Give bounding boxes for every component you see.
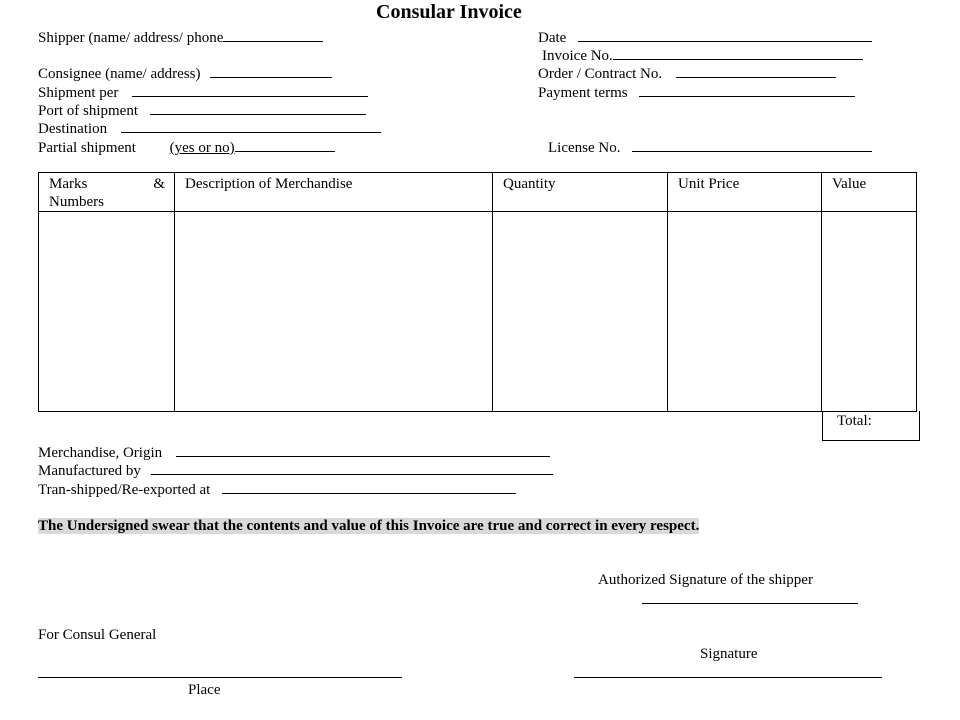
port-field[interactable]: [38, 101, 366, 120]
total-box[interactable]: [822, 411, 920, 441]
payment-terms-label: Payment terms: [538, 85, 628, 101]
consul-signature-line[interactable]: [574, 677, 882, 678]
invoice-no-blank[interactable]: [613, 46, 863, 60]
transhipped-field[interactable]: [38, 480, 516, 499]
license-no-field[interactable]: [548, 138, 872, 157]
total-label: Total:: [837, 413, 872, 429]
col-value: Value: [822, 173, 917, 212]
consignee-field[interactable]: [38, 64, 332, 83]
invoice-no-field[interactable]: [542, 46, 863, 65]
license-no-label: License No.: [548, 140, 621, 156]
col-marks-numbers: [39, 173, 175, 212]
document-title: Consular Invoice: [376, 1, 522, 23]
col-unit-price: Unit Price: [668, 173, 822, 212]
order-no-label: Order / Contract No.: [538, 66, 663, 82]
shipper-signature-label: Authorized Signature of the shipper: [598, 572, 813, 588]
shipper-field[interactable]: [38, 28, 323, 47]
manufactured-blank[interactable]: [151, 461, 553, 475]
cell-unit-price[interactable]: [668, 212, 822, 412]
partial-shipment-field[interactable]: [38, 138, 335, 157]
signature-label: Signature: [700, 646, 758, 662]
shipper-label: Shipper (name/ address/ phone: [38, 30, 224, 46]
manufactured-field[interactable]: [38, 461, 553, 480]
consignee-blank[interactable]: [210, 64, 332, 78]
origin-label: Merchandise, Origin: [38, 445, 163, 461]
shipment-per-field[interactable]: [38, 83, 368, 102]
invoice-no-label: Invoice No.: [542, 48, 613, 64]
payment-terms-field[interactable]: [538, 83, 855, 102]
partial-shipment-blank[interactable]: [235, 138, 335, 152]
col-numbers-label: Numbers: [49, 194, 104, 210]
shipper-blank[interactable]: [223, 28, 323, 42]
cell-quantity[interactable]: [493, 212, 668, 412]
place-label: Place: [188, 682, 221, 698]
destination-blank[interactable]: [121, 119, 381, 133]
order-no-field[interactable]: [538, 64, 836, 83]
col-quantity: Quantity: [493, 173, 668, 212]
cell-value[interactable]: [822, 212, 917, 412]
shipper-signature-line[interactable]: [642, 603, 858, 604]
table-row: [39, 212, 917, 412]
merchandise-table: [38, 172, 917, 412]
shipment-per-label: Shipment per: [38, 85, 119, 101]
manufactured-label: Manufactured by: [38, 463, 141, 479]
cell-marks[interactable]: [39, 212, 175, 412]
port-blank[interactable]: [150, 101, 366, 115]
payment-terms-blank[interactable]: [639, 83, 855, 97]
order-no-blank[interactable]: [676, 64, 836, 78]
transhipped-label: Tran-shipped/Re-exported at: [38, 482, 211, 498]
col-description: Description of Merchandise: [175, 173, 493, 212]
consignee-label: Consignee (name/ address): [38, 66, 201, 82]
partial-shipment-label: Partial shipment: [38, 140, 136, 156]
declaration-text: The Undersigned swear that the contents and value of this Invoice are true and correct in every respect.: [38, 518, 700, 534]
transhipped-blank[interactable]: [222, 480, 516, 494]
port-label: Port of shipment: [38, 103, 138, 119]
consul-label: For Consul General: [38, 627, 157, 643]
date-blank[interactable]: [578, 28, 872, 42]
col-marks-label: Marks &: [49, 176, 165, 192]
date-field[interactable]: [538, 28, 872, 47]
license-no-blank[interactable]: [632, 138, 872, 152]
origin-field[interactable]: [38, 443, 550, 462]
origin-blank[interactable]: [176, 443, 550, 457]
date-label: Date: [538, 30, 567, 46]
cell-description[interactable]: [175, 212, 493, 412]
shipment-per-blank[interactable]: [132, 83, 368, 97]
consul-place-line[interactable]: [38, 677, 402, 678]
destination-field[interactable]: [38, 119, 381, 138]
partial-shipment-hint[interactable]: (yes or no): [169, 140, 235, 156]
destination-label: Destination: [38, 121, 108, 137]
table-header-row: [39, 173, 917, 212]
